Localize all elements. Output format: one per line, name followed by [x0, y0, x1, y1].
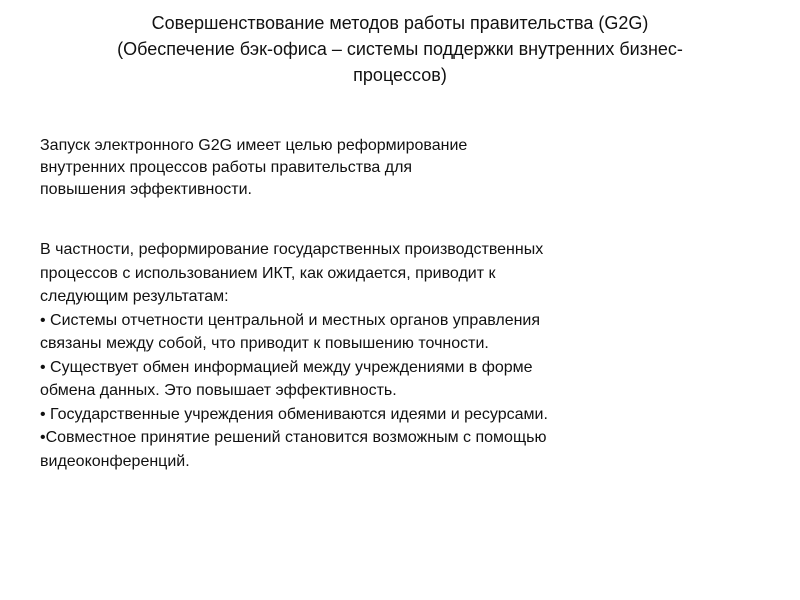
- body-line: В частности, реформирование государственных производственных: [40, 241, 544, 258]
- body-line: процессов с использованием ИКТ, как ожидается, приводит к: [40, 264, 496, 282]
- bullet-item-continuation: видеоконференций.: [40, 452, 190, 470]
- bullet-item: • Государственные учреждения обмениваются идеями и ресурсами.: [40, 405, 548, 423]
- intro-line: внутренних процессов работы правительства для: [40, 159, 413, 176]
- slide-title: [40, 10, 760, 88]
- title-line: Совершенствование методов работы правительства (G2G): [151, 13, 649, 33]
- body-line: следующим результатам:: [40, 288, 229, 305]
- bullet-item: • Существует обмен информацией между учреждениями в форме: [40, 358, 533, 376]
- body-paragraph: [40, 238, 760, 473]
- bullet-item-continuation: обмена данных. Это повышает эффективность.: [40, 382, 397, 399]
- bullet-item-continuation: связаны между собой, что приводит к повышению точности.: [40, 335, 489, 352]
- intro-line: Запуск электронного G2G имеет целью реформирование: [40, 137, 468, 154]
- title-line: (Обеспечение бэк-офиса – системы поддержки внутренних бизнес-: [117, 39, 683, 59]
- bullet-item: •Совместное принятие решений становится возможным с помощью: [40, 429, 547, 446]
- bullet-item: • Системы отчетности центральной и местных органов управления: [40, 311, 541, 329]
- intro-line: повышения эффективности.: [40, 181, 252, 198]
- title-line: процессов): [353, 65, 447, 85]
- intro-paragraph: [40, 135, 580, 201]
